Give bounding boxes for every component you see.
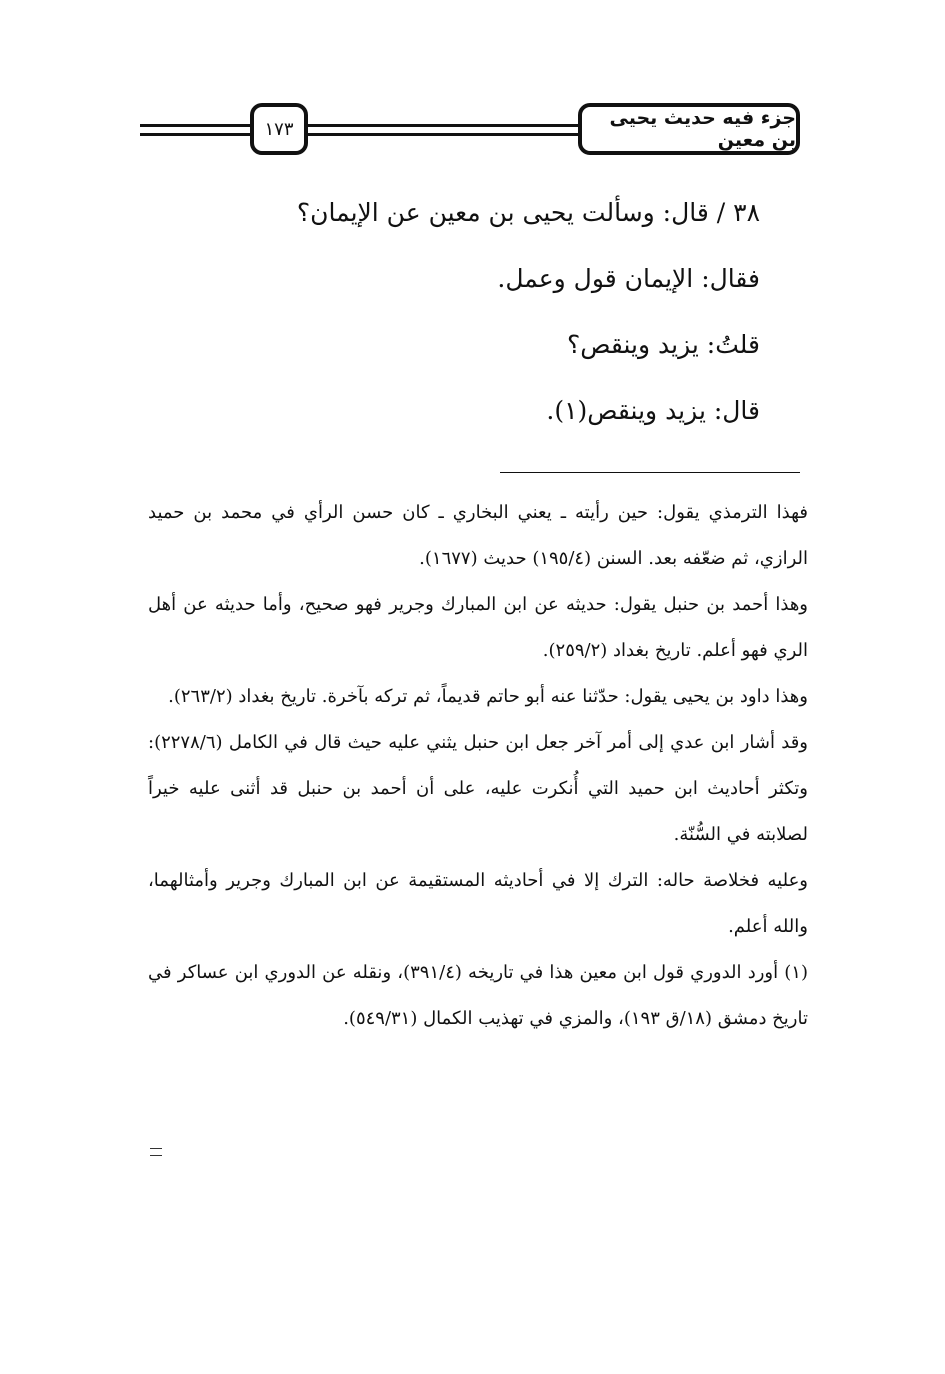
footnote-paragraph: وقد أشار ابن عدي إلى أمر آخر جعل ابن حنبل يثني عليه حيث قال في الكامل (٢٢٧٨/٦): وتكثر أحاديث ابن حميد التي أُنكرت عليه، على أن أحمد بن حنبل قد أثنى عليه خيراً لصلابته في السُّنّة. — [148, 732, 808, 845]
footnote-paragraph: وهذا داود بن يحيى يقول: حدّثنا عنه أبو حاتم قديماً، ثم تركه بآخرة. تاريخ بغداد (٢٦٣/٢). — [168, 686, 808, 707]
footnote-paragraph: فهذا الترمذي يقول: حين رأيته ـ يعني البخاري ـ كان حسن الرأي في محمد بن حميد الرازي، ثم ضعّفه بعد. السنن (١٩٥/٤) حديث (١٦٧٧). — [148, 502, 808, 569]
page-mark — [150, 1148, 162, 1156]
footnote-paragraph: وعليه فخلاصة حاله: الترك إلا في أحاديثه المستقيمة عن ابن المبارك وجرير وأمثالهما، والله أعلم. — [148, 870, 808, 937]
book-title: جزء فيه حديث يحيى بن معين — [578, 103, 800, 155]
header-rule-bottom — [140, 133, 600, 136]
page-number: ١٧٣ — [250, 103, 308, 155]
footnotes — [148, 490, 808, 1042]
footnote-paragraph: (١) أورد الدوري قول ابن معين هذا في تاريخه (٣٩١/٤)، ونقله عن الدوري ابن عساكر في تاريخ دمشق (١٨/ق ١٩٣)، والمزي في تهذيب الكمال (٥٤٩/٣١). — [148, 962, 808, 1029]
main-line: فقال: الإيمان قول وعمل. — [497, 264, 760, 293]
main-line: قلتُ: يزيد وينقص؟ — [566, 330, 760, 359]
footnote-separator — [500, 472, 800, 473]
header-rule-top — [140, 124, 600, 127]
main-text — [160, 188, 760, 452]
footnote-paragraph: وهذا أحمد بن حنبل يقول: حديثه عن ابن المبارك وجرير فهو صحيح، وأما حديثه عن أهل الري فهو أعلم. تاريخ بغداد (٢٥٩/٢). — [148, 594, 808, 661]
main-line: ٣٨ / قال: وسألت يحيى بن معين عن الإيمان؟ — [296, 198, 760, 227]
main-line: قال: يزيد وينقص(١). — [546, 396, 760, 425]
